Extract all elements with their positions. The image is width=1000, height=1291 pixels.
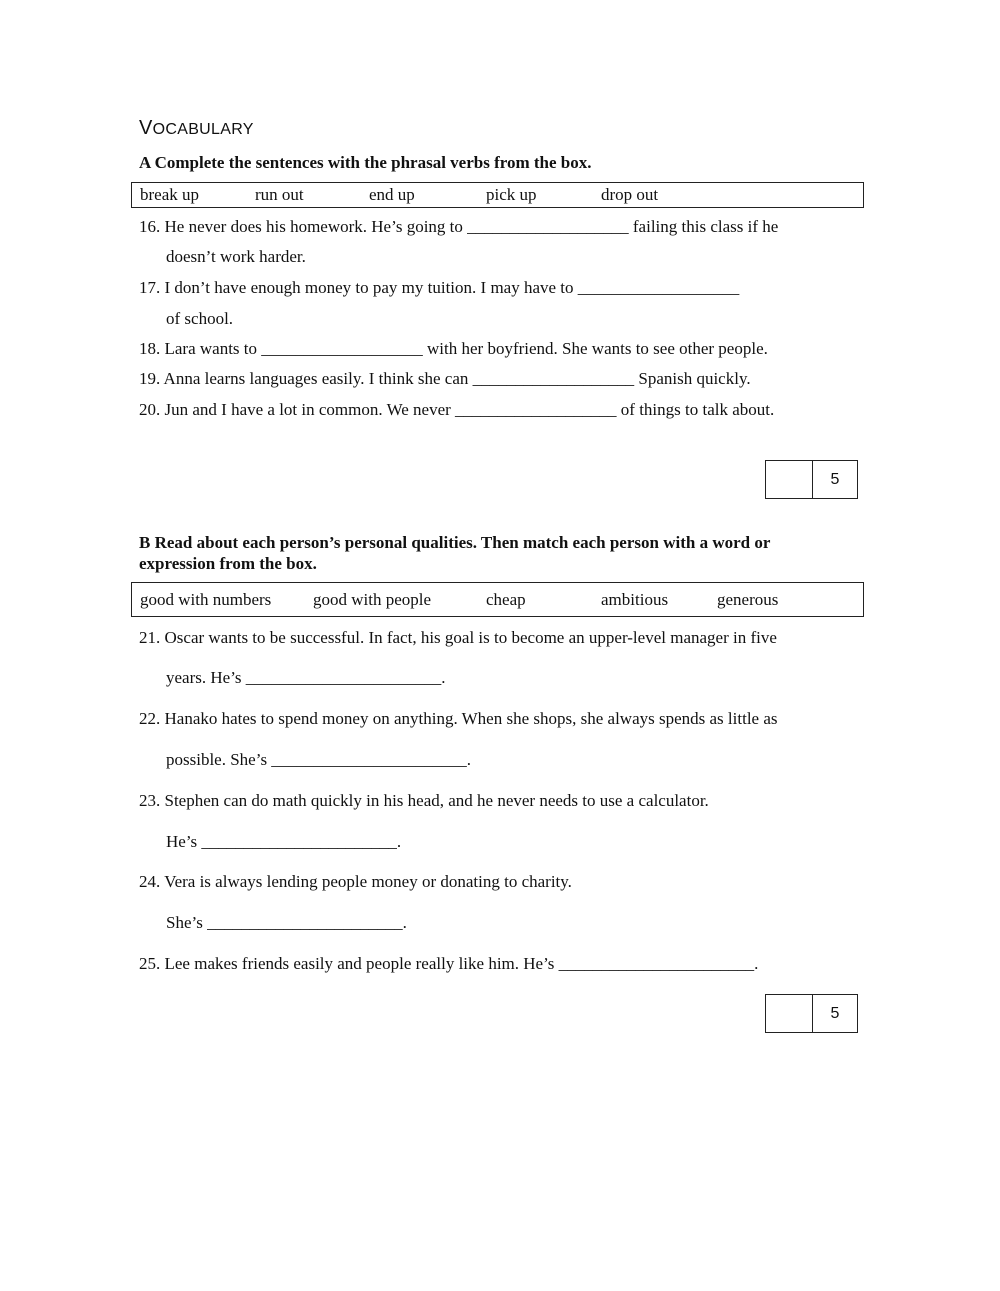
word-box-item: good with numbers [140,589,272,609]
question-21: 21. Oscar wants to be successful. In fact, his goal is to become an upper-level manager in five [139,628,777,647]
word-box-item: generous [717,589,779,609]
word-box-item: run out [255,185,304,204]
section-a-word-box [131,182,864,208]
question-16: 16. He never does his homework. He’s going to ___________________ failing this class if he [139,217,779,236]
question-20: 20. Jun and I have a lot in common. We never ___________________ of things to talk about. [139,400,775,419]
heading-rest: OCABULARY [152,121,254,138]
question-17: 17. I don’t have enough money to pay my tuition. I may have to ___________________ [139,278,740,297]
word-box-item: ambitious [601,589,669,609]
word-box-item: pick up [486,185,537,204]
section-b-instruction-line2: expression from the box. [139,554,317,573]
question-25: 25. Lee makes friends easily and people really like him. He’s _______________________. [139,954,759,973]
question-22: 22. Hanako hates to spend money on anything. When she shops, she always spends as little as [139,709,778,728]
question-19: 19. Anna learns languages easily. I think she can ___________________ Spanish quickly. [139,369,751,388]
question-18: 18. Lara wants to ___________________ with her boyfriend. She wants to see other people. [139,339,768,358]
page-heading [139,117,254,140]
section-b-score-box [765,994,858,1033]
word-box-item: cheap [486,589,526,609]
question-22-answer: possible. She’s _______________________. [166,750,472,769]
section-a-score: 5 [830,470,840,488]
word-box-item: drop out [601,185,659,204]
section-b-instruction-line1: B Read about each person’s personal qualities. Then match each person with a word or [139,533,771,552]
question-23-answer: He’s _______________________. [166,832,402,851]
question-17-cont: of school. [166,309,234,328]
question-21-answer: years. He’s _______________________. [166,668,446,687]
question-16-cont: doesn’t work harder. [166,247,306,266]
word-box-item: good with people [313,589,432,609]
section-b-score: 5 [830,1004,840,1022]
question-24-answer: She’s _______________________. [166,913,407,932]
section-a-score-box [765,460,858,499]
section-b-word-box [131,582,864,617]
question-23: 23. Stephen can do math quickly in his head, and he never needs to use a calculator. [139,791,709,810]
section-a-instruction: A Complete the sentences with the phrasal verbs from the box. [139,153,592,172]
question-24: 24. Vera is always lending people money or donating to charity. [139,872,572,891]
word-box-item: end up [369,185,415,204]
word-box-item: break up [140,185,200,204]
heading-initial: V [139,117,153,139]
